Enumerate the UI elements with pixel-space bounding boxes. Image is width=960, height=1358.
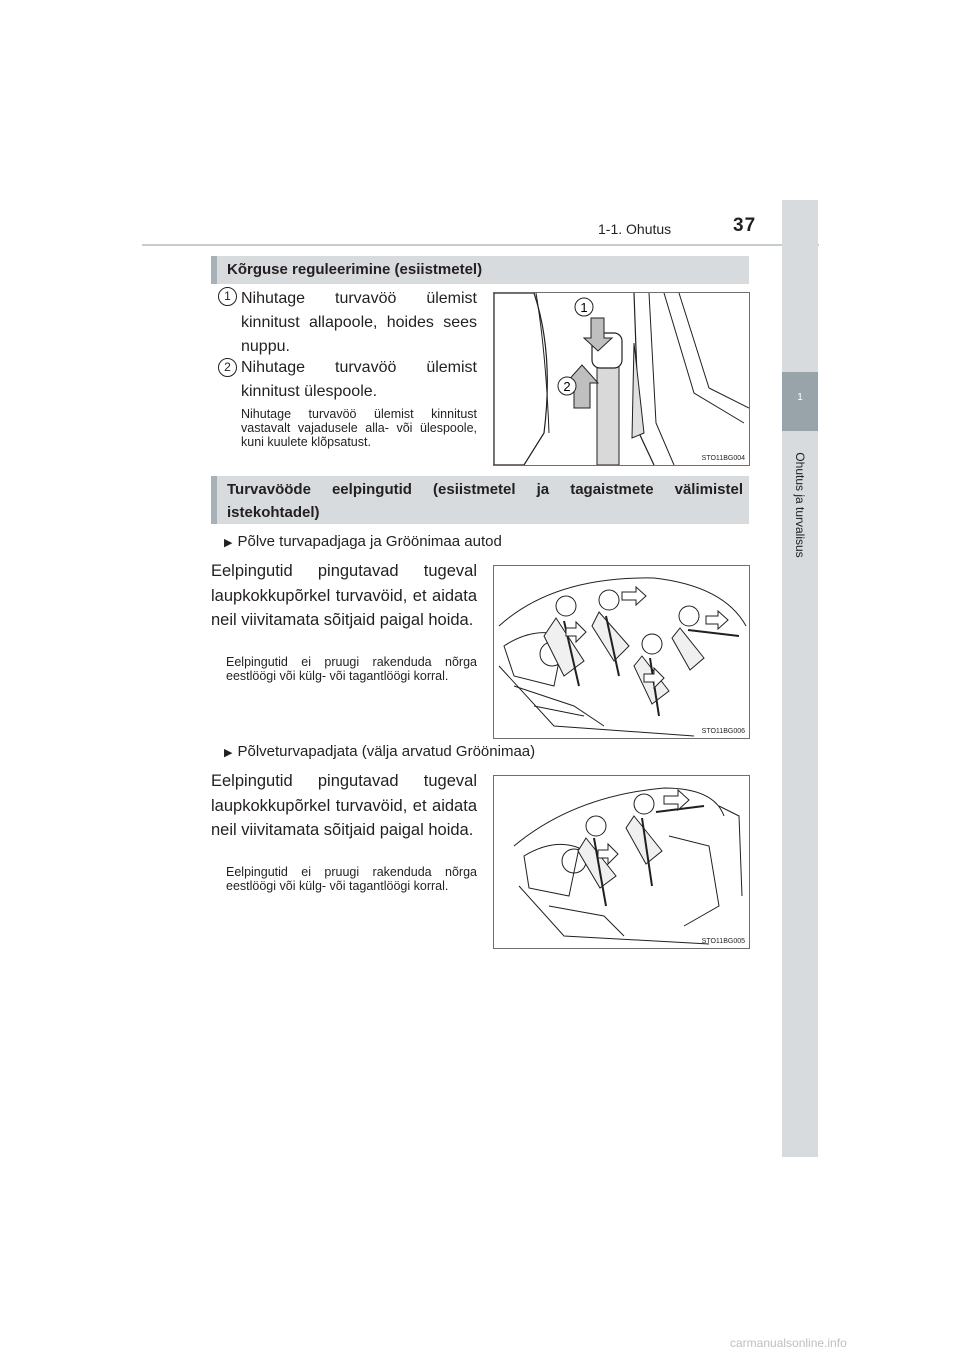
- figure-seatbelt-anchor: [493, 292, 750, 466]
- header-rule: [142, 244, 819, 246]
- bullet-1-text: Põlve turvapadjaga ja Gröönimaa autod: [237, 533, 502, 550]
- figure-callout-1: 1: [580, 300, 588, 315]
- header-section-title: 1-1. Ohutus: [598, 221, 672, 237]
- chapter-number: 1: [797, 392, 803, 403]
- figure-code: STO11BG004: [701, 455, 745, 462]
- figure-pretensioners-knee-airbag: [493, 565, 750, 739]
- figure-callout-2: 2: [563, 379, 571, 394]
- bullet-triangle-icon: ▶: [224, 537, 233, 549]
- chapter-title: Ohutus ja turvalisus: [793, 452, 807, 558]
- watermark: carmanualsonline.info: [730, 1336, 847, 1350]
- figure-code: STO11BG006: [701, 728, 745, 735]
- step-note: Nihutage turvavöö ülemist kinnitust vastavalt vajadusele alla- või ülespoole, kuni kuulete klõpsatust.: [241, 407, 477, 449]
- step-1-text: Nihutage turvavöö ülemist kinnitust allapoole, hoides sees nuppu.: [241, 290, 477, 355]
- section-heading-pretensioners: Turvavööde eelpingutid (esiistmetel ja tagaistmete välimistel istekohtadel): [211, 476, 749, 524]
- step-2-text: Nihutage turvavöö ülemist kinnitust ülespoole.: [241, 359, 477, 400]
- page-number: 37: [733, 215, 757, 236]
- bullet-2-text: Põlveturvapadjata (välja arvatud Gröönimaa): [237, 743, 536, 760]
- bullet-no-knee-airbag: [224, 743, 535, 760]
- chapter-side-tab: [782, 200, 818, 1157]
- figure-code: STO11BG005: [701, 938, 745, 945]
- figure-pretensioners-no-knee-airbag: [493, 775, 750, 949]
- pretensioner-paragraph-2: Eelpingutid pingutavad tugeval laupkokkupõrkel turvavöid, et aidata neil viivitamata sõitjaid paigal hoida.: [211, 772, 477, 839]
- seatbelt-anchor-illustration: [494, 293, 749, 465]
- pretensioner-paragraph-1: Eelpingutid pingutavad tugeval laupkokkupõrkel turvavöid, et aidata neil viivitamata sõitjaid paigal hoida.: [211, 562, 477, 629]
- section-heading-height-adjust: Kõrguse reguleerimine (esiistmetel): [211, 256, 749, 284]
- car-cabin-illustration-1: [494, 566, 749, 738]
- bullet-knee-airbag: [224, 533, 502, 550]
- step-marker-1: 1: [218, 287, 237, 306]
- car-cabin-illustration-2: [494, 776, 749, 948]
- pretensioner-note-1: Eelpingutid ei pruugi rakenduda nõrga eestlöögi või külg- või tagantlöögi korral.: [226, 655, 477, 683]
- pretensioner-note-2: Eelpingutid ei pruugi rakenduda nõrga eestlöögi või külg- või tagantlöögi korral.: [226, 865, 477, 893]
- step-marker-2: 2: [218, 358, 237, 377]
- bullet-triangle-icon: ▶: [224, 747, 233, 759]
